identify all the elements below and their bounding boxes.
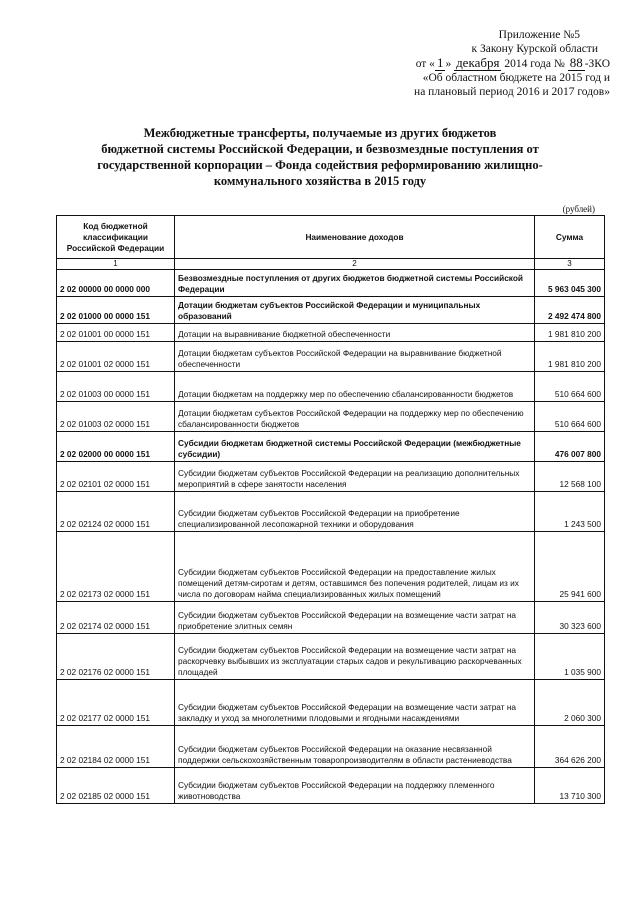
column-number: 2 (175, 259, 535, 270)
appendix-header (330, 28, 610, 99)
table-row (57, 432, 605, 462)
appendix-date-line (330, 56, 610, 71)
transfers-table (56, 215, 605, 804)
row-amount: 25 941 600 (535, 532, 605, 602)
appendix-subject-2: на плановый период 2016 и 2017 годов» (414, 86, 610, 98)
row-name: Субсидии бюджетам субъектов Российской Федерации на возмещение части затрат на закладку и уход за многолетними плодовыми и ягодными насаждениями (175, 680, 535, 726)
date-year: 2014 года № (504, 58, 565, 70)
row-amount: 364 626 200 (535, 726, 605, 768)
row-code: 2 02 01001 00 0000 151 (57, 324, 175, 342)
row-code: 2 02 02173 02 0000 151 (57, 532, 175, 602)
table-row (57, 270, 605, 297)
column-number: 3 (535, 259, 605, 270)
row-amount: 5 963 045 300 (535, 270, 605, 297)
table-header-row (57, 216, 605, 259)
row-name: Субсидии бюджетам субъектов Российской Федерации на возмещение части затрат на приобретение элитных семян (175, 602, 535, 634)
law-prefix: к (471, 43, 478, 55)
currency-unit: (рублей) (562, 204, 595, 214)
law-number: 88 (569, 55, 583, 70)
table-row (57, 402, 605, 432)
law-suffix: -ЗКО (584, 58, 610, 70)
row-code: 2 02 02000 00 0000 151 (57, 432, 175, 462)
date-quote: » (445, 58, 452, 70)
law-name: Закону Курской области (479, 43, 598, 55)
table-row (57, 726, 605, 768)
row-code: 2 02 00000 00 0000 000 (57, 270, 175, 297)
row-amount: 510 664 600 (535, 372, 605, 402)
table-row (57, 297, 605, 324)
title-line: государственной корпорации – Фонда содействия реформированию жилищно- (97, 158, 543, 172)
title-line: Межбюджетные трансферты, получаемые из других бюджетов (143, 126, 497, 140)
table-row (57, 602, 605, 634)
document-title (80, 125, 560, 189)
row-name: Дотации бюджетам субъектов Российской Федерации и муниципальных образований (175, 297, 535, 324)
row-code: 2 02 02124 02 0000 151 (57, 492, 175, 532)
row-name: Безвозмездные поступления от других бюджетов бюджетной системы Российской Федерации (175, 270, 535, 297)
table-row (57, 532, 605, 602)
date-day: 1 (436, 55, 444, 70)
date-month: декабря (456, 55, 500, 70)
row-amount: 2 060 300 (535, 680, 605, 726)
row-amount: 13 710 300 (535, 768, 605, 804)
title-line: бюджетной системы Российской Федерации, и безвозмездные поступления от (101, 142, 539, 156)
row-amount: 1 981 810 200 (535, 342, 605, 372)
row-code: 2 02 02177 02 0000 151 (57, 680, 175, 726)
table-row (57, 342, 605, 372)
row-amount: 1 243 500 (535, 492, 605, 532)
row-code: 2 02 01000 00 0000 151 (57, 297, 175, 324)
row-amount: 30 323 600 (535, 602, 605, 634)
row-name: Субсидии бюджетам субъектов Российской Федерации на реализацию дополнительных мероприятий в сфере занятости населения (175, 462, 535, 492)
row-code: 2 02 01001 02 0000 151 (57, 342, 175, 372)
row-amount: 476 007 800 (535, 432, 605, 462)
date-from: от « (415, 58, 435, 70)
table-row (57, 372, 605, 402)
row-amount: 510 664 600 (535, 402, 605, 432)
row-name: Субсидии бюджетам субъектов Российской Федерации на поддержку племенного животноводства (175, 768, 535, 804)
row-code: 2 02 02174 02 0000 151 (57, 602, 175, 634)
row-code: 2 02 02176 02 0000 151 (57, 634, 175, 680)
row-name: Субсидии бюджетам субъектов Российской Федерации на приобретение специализированной лесопожарной техники и оборудования (175, 492, 535, 532)
column-number-row (57, 259, 605, 270)
appendix-subject-1: «Об областном бюджете на 2015 год и (422, 72, 610, 84)
row-amount: 12 568 100 (535, 462, 605, 492)
table-row (57, 768, 605, 804)
appendix-number: Приложение №5 (498, 29, 580, 41)
title-line: коммунального хозяйства в 2015 году (213, 174, 427, 188)
row-name: Дотации бюджетам на поддержку мер по обеспечению сбалансированности бюджетов (175, 372, 535, 402)
row-name: Субсидии бюджетам бюджетной системы Российской Федерации (межбюджетные субсидии) (175, 432, 535, 462)
row-name: Дотации бюджетам субъектов Российской Федерации на выравнивание бюджетной обеспеченности (175, 342, 535, 372)
header-amount: Сумма (535, 216, 605, 259)
row-name: Дотации на выравнивание бюджетной обеспеченности (175, 324, 535, 342)
row-amount: 2 492 474 800 (535, 297, 605, 324)
column-number: 1 (57, 259, 175, 270)
appendix-law-ref (330, 42, 598, 56)
row-code: 2 02 02184 02 0000 151 (57, 726, 175, 768)
table-row (57, 324, 605, 342)
row-name: Субсидии бюджетам субъектов Российской Федерации на оказание несвязанной поддержки сельскохозяйственным товаропроизводителям в области растениеводства (175, 726, 535, 768)
table-row (57, 634, 605, 680)
row-code: 2 02 01003 00 0000 151 (57, 372, 175, 402)
header-name: Наименование доходов (175, 216, 535, 259)
table-row (57, 680, 605, 726)
row-amount: 1 981 810 200 (535, 324, 605, 342)
row-name: Субсидии бюджетам субъектов Российской Федерации на возмещение части затрат на раскорчевку выбывших из эксплуатации старых садов и рекультивацию раскорчеванных площадей (175, 634, 535, 680)
row-name: Субсидии бюджетам субъектов Российской Федерации на предоставление жилых помещений детям-сиротам и детям, оставшимся без попечения родителей, лицам из их числа по договорам найма специализированных жилых помещений (175, 532, 535, 602)
row-amount: 1 035 900 (535, 634, 605, 680)
row-name: Дотации бюджетам субъектов Российской Федерации на поддержку мер по обеспечению сбалансированности бюджетов (175, 402, 535, 432)
row-code: 2 02 02185 02 0000 151 (57, 768, 175, 804)
table-row (57, 462, 605, 492)
header-code: Код бюджетной классификации Российской Федерации (57, 216, 175, 259)
row-code: 2 02 01003 02 0000 151 (57, 402, 175, 432)
table-row (57, 492, 605, 532)
row-code: 2 02 02101 02 0000 151 (57, 462, 175, 492)
